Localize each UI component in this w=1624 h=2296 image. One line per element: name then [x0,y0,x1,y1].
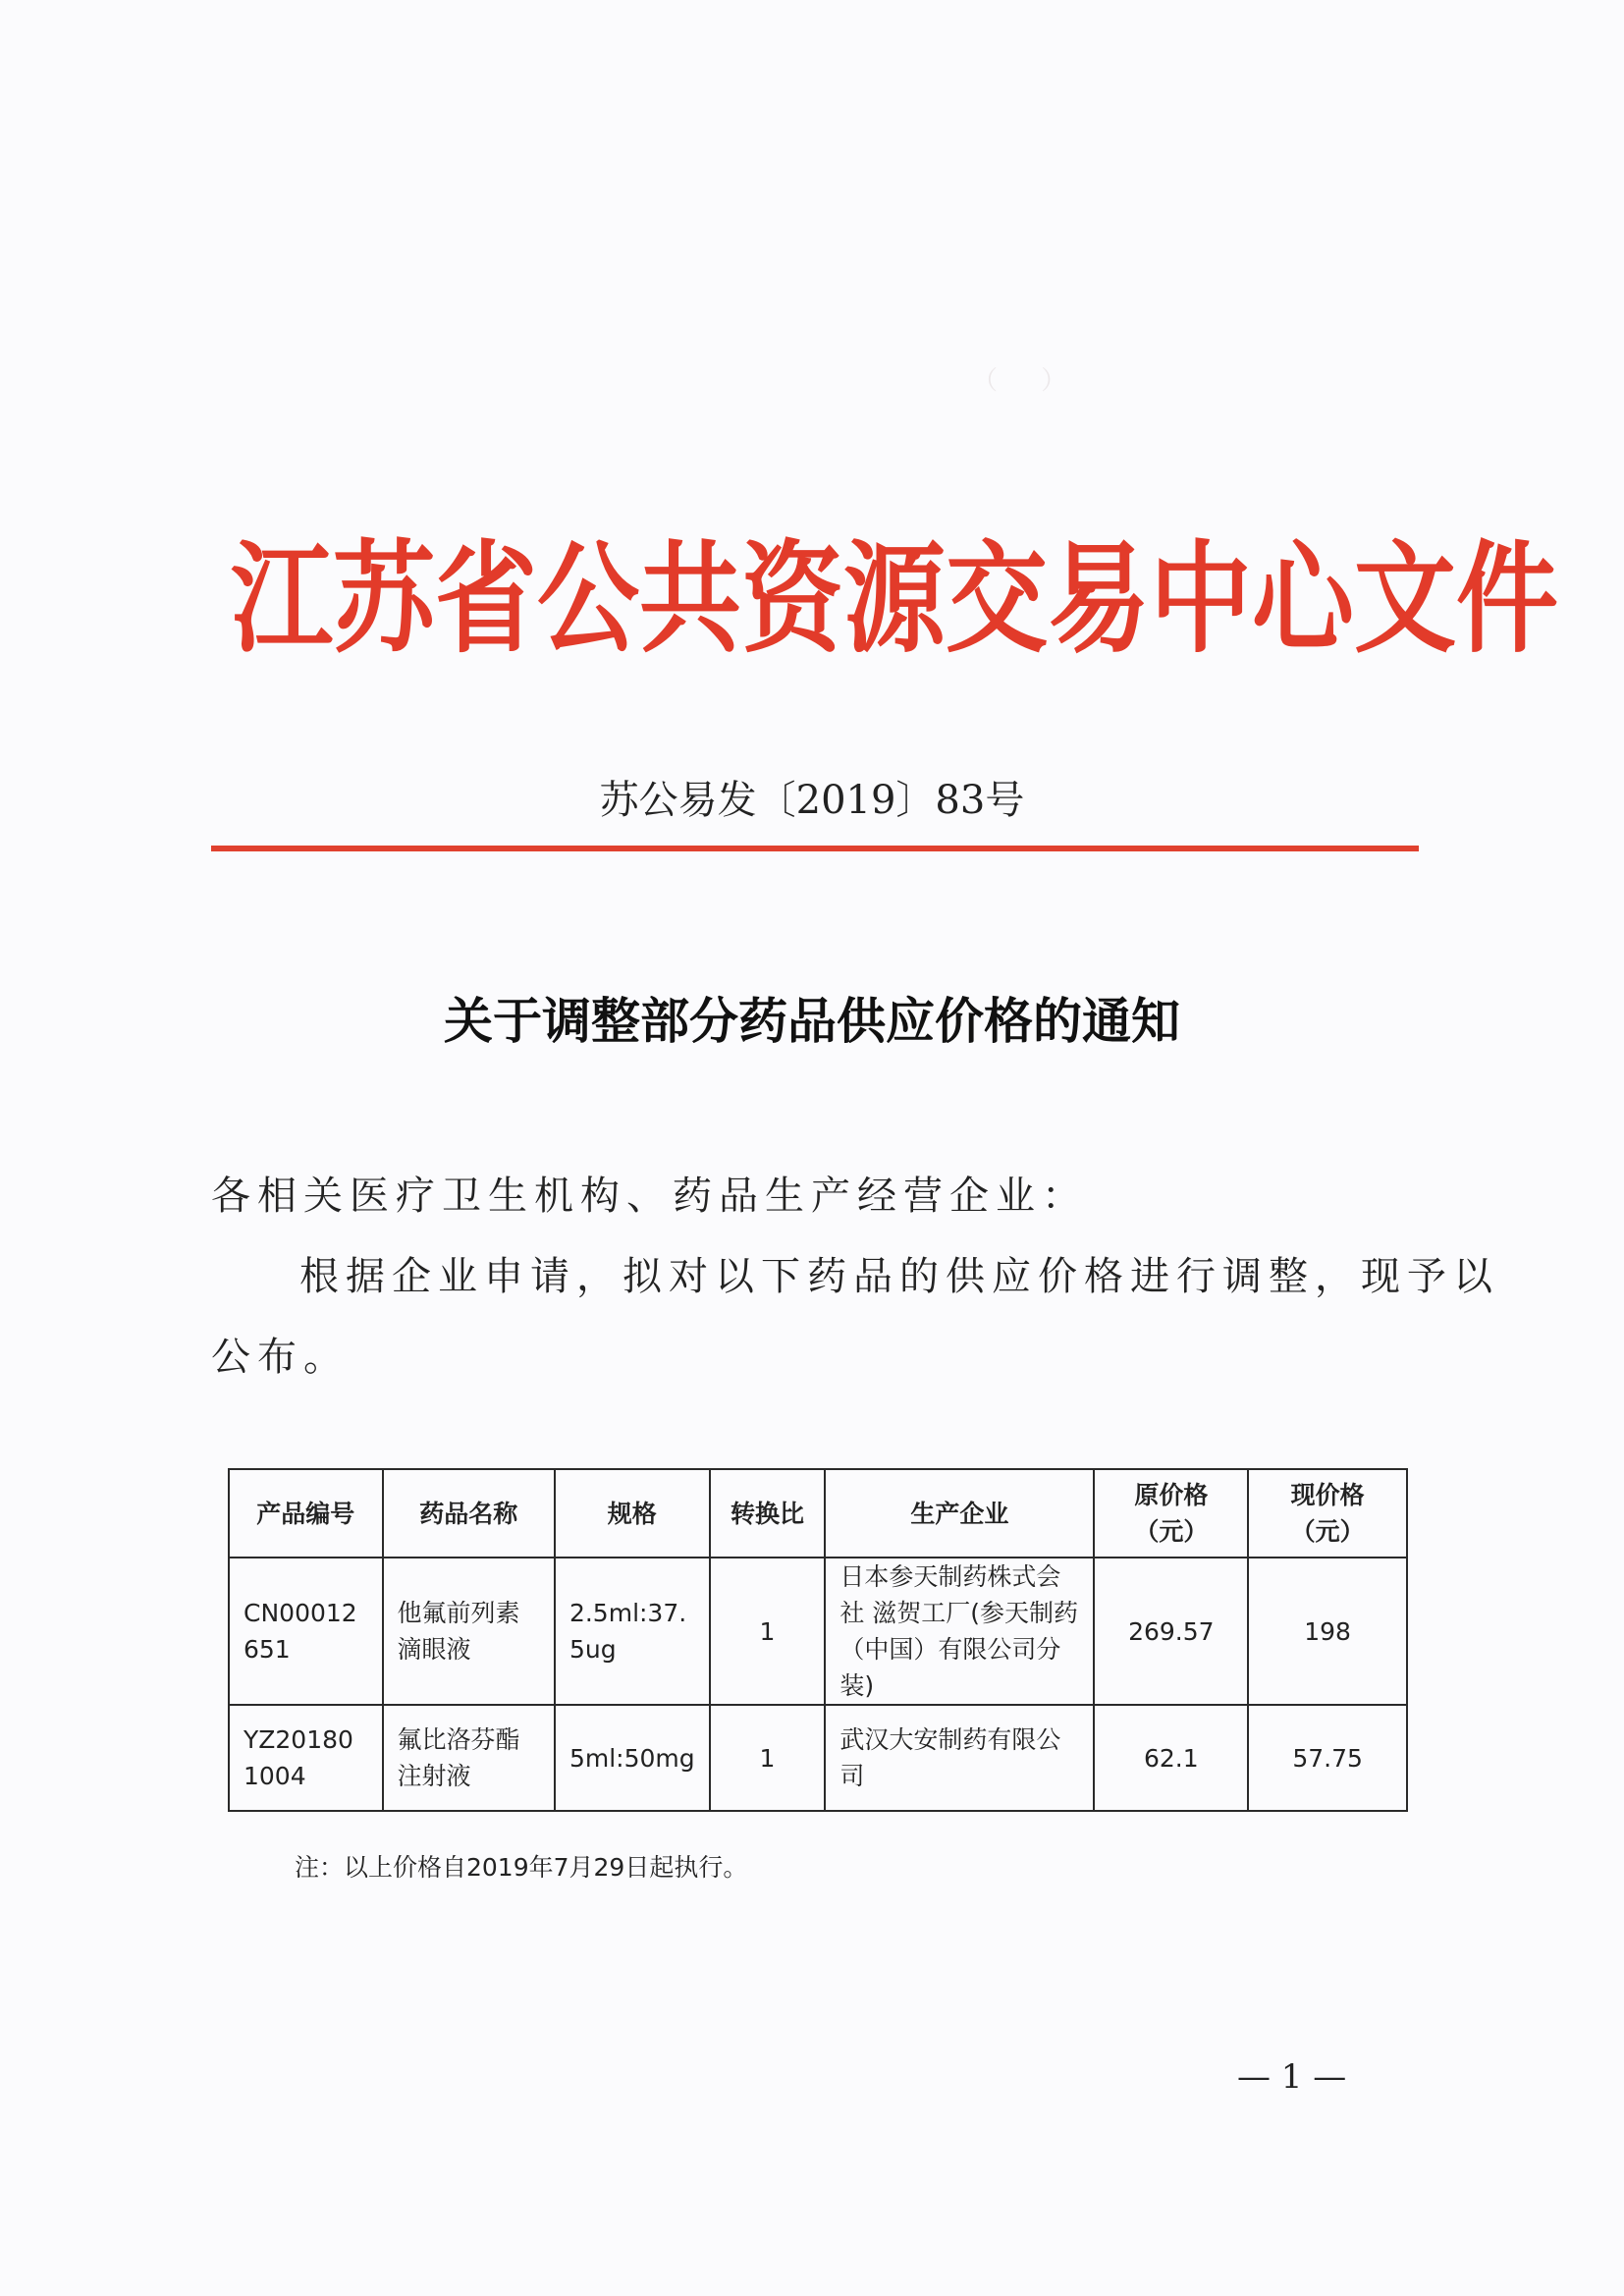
table-row [229,1705,1407,1811]
body-paragraph-line-2: 公布。 [211,1335,350,1380]
cell-name: 氟比洛芬酯注射液 [383,1705,555,1811]
agency-header-title: 江苏省公共资源交易中心文件 [231,526,1559,670]
header-ratio: 转换比 [710,1469,826,1558]
price-adjustment-table [228,1468,1408,1812]
body-paragraph-line-1: 根据企业申请，拟对以下药品的供应价格进行调整，现予以 [299,1254,1499,1299]
cell-maker: 武汉大安制药有限公司 [825,1705,1094,1811]
cell-new-price: 57.75 [1248,1705,1407,1811]
page-number: — 1 — [1237,2057,1347,2097]
cell-code: YZ201801004 [229,1705,383,1811]
table-footnote: 注：以上价格自2019年7月29日起执行。 [295,1853,748,1882]
cell-old-price: 269.57 [1094,1558,1248,1705]
red-divider-rule [211,846,1419,851]
table-row [229,1558,1407,1705]
cell-old-price: 62.1 [1094,1705,1248,1811]
salutation-line: 各相关医疗卫生机构、药品生产经营企业： [211,1174,1088,1219]
faint-stamp-mark: （ ） [972,366,1085,396]
cell-new-price: 198 [1248,1558,1407,1705]
cell-ratio: 1 [710,1558,826,1705]
cell-name: 他氟前列素滴眼液 [383,1558,555,1705]
header-spec: 规格 [555,1469,710,1558]
cell-maker: 日本参天制药株式会社 滋贺工厂(参天制药（中国）有限公司分装) [825,1558,1094,1705]
cell-ratio: 1 [710,1705,826,1811]
cell-spec: 2.5ml:37.5ug [555,1558,710,1705]
table-header-row [229,1469,1407,1558]
notice-title: 关于调整部分药品供应价格的通知 [444,992,1180,1050]
header-code: 产品编号 [229,1469,383,1558]
cell-code: CN00012651 [229,1558,383,1705]
document-number: 苏公易发〔2019〕83号 [599,778,1025,823]
header-maker: 生产企业 [825,1469,1094,1558]
header-name: 药品名称 [383,1469,555,1558]
header-old-price: 原价格（元） [1094,1469,1248,1558]
cell-spec: 5ml:50mg [555,1705,710,1811]
header-new-price: 现价格（元） [1248,1469,1407,1558]
